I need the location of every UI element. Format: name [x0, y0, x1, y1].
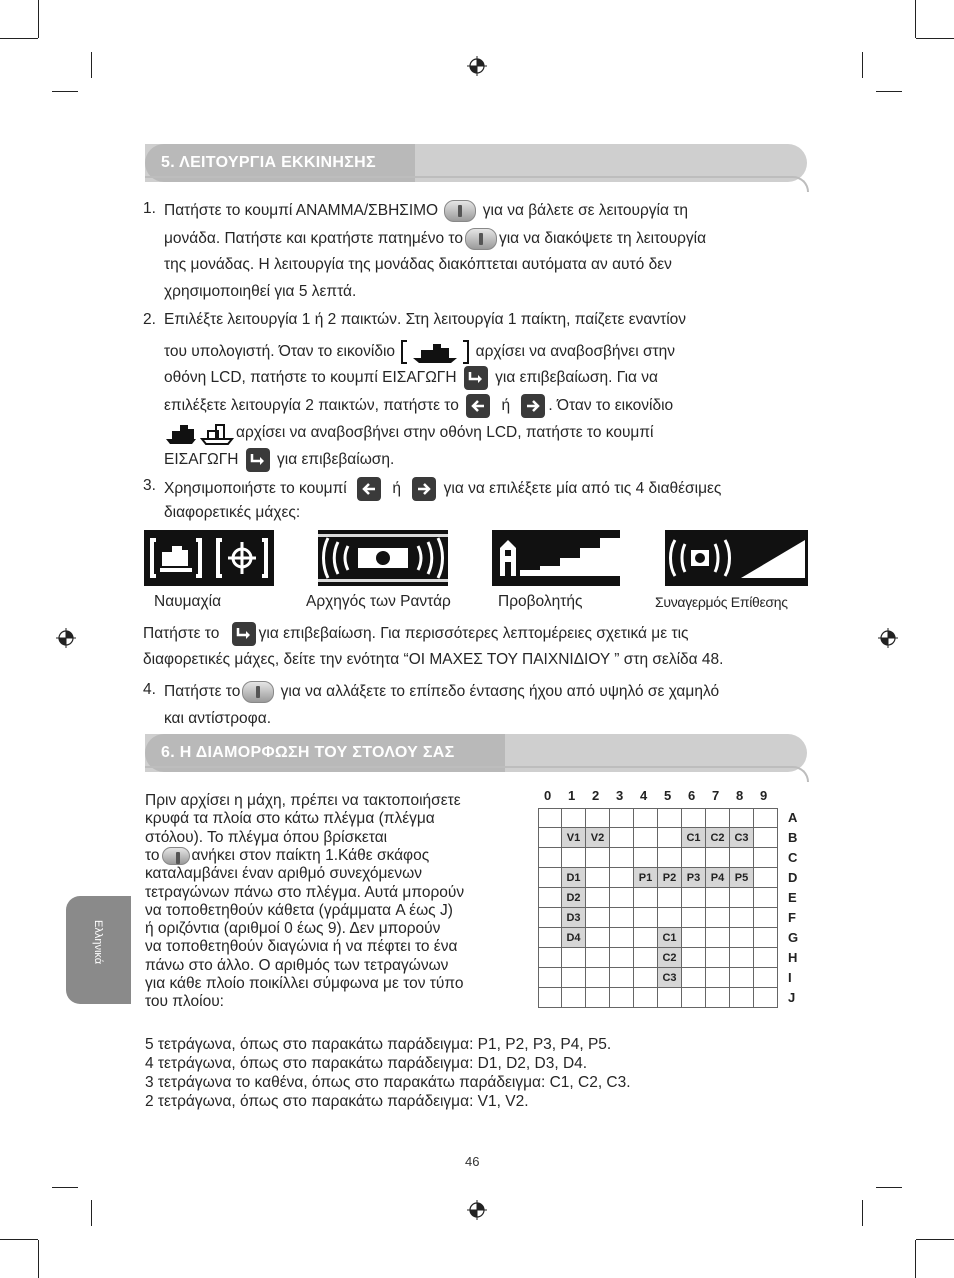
text-line: και αντίστροφα. [164, 710, 271, 727]
para-line: να τοποθετηθούν κάθετα (γράμματα A έως J) [145, 901, 453, 919]
grid-cell [730, 948, 754, 968]
grid-row-header: E [788, 890, 797, 905]
grid-cell [706, 808, 730, 828]
grid-row-header: C [788, 850, 798, 865]
para-line: κρυφά τα πλοία στο κάτω πλέγμα (πλέγμα [145, 810, 435, 828]
grid-cell [538, 908, 562, 928]
grid-cell [562, 948, 586, 968]
grid-cell [586, 808, 610, 828]
grid-cell [586, 968, 610, 988]
battle-label: Ναυμαχία [154, 593, 222, 610]
text-line: διαφορετικές μάχες, δείτε την ενότητα “ΟΙ ΜΑΧΕΣ ΤΟΥ ΠΑΙΧΝΙΔΙΟΥ ” στη σελίδα 48. [143, 651, 724, 668]
grid-cell [610, 888, 634, 908]
registration-mark-icon [56, 628, 76, 648]
grid-ship-cell: D4 [562, 928, 586, 948]
text-line: Επιλέξτε λειτουργία 1 ή 2 παικτών. Στη λειτουργία 1 παίκτη, παίζετε εναντίον [164, 311, 687, 328]
grid-col-header: 6 [688, 788, 696, 803]
text-line: διαφορετικές μάχες: [164, 504, 301, 521]
para-line: καταλαμβάνει έναν αριθμό συνεχόμενων [145, 865, 422, 883]
grid-row-header: J [788, 990, 796, 1005]
sound-button-icon [242, 681, 274, 703]
grid-ship-cell: C2 [658, 948, 682, 968]
text-span: του υπολογιστή. Όταν το εικονίδιο [164, 343, 396, 361]
grid-cell [754, 988, 778, 1008]
text-span: για να αλλάξετε το επίπεδο έντασης ήχου από υψηλό σε χαμηλό [280, 683, 720, 701]
grid-cell [658, 908, 682, 928]
crop-mark [916, 1239, 954, 1240]
grid-cell [682, 928, 706, 948]
grid-cell [562, 988, 586, 1008]
grid-cell [658, 808, 682, 828]
fleet-paragraph [145, 792, 530, 1012]
text-span: επιλέξετε λειτουργία 2 παικτών, πατήστε το [164, 397, 459, 415]
grid-row-header: D [788, 870, 798, 885]
crop-mark [915, 1240, 916, 1278]
grid-cell [562, 848, 586, 868]
grid-cell [634, 808, 658, 828]
text-span: οθόνη LCD, πατήστε το κουμπί ΕΙΣΑΓΩΓΗ [164, 369, 457, 387]
grid-cell [634, 988, 658, 1008]
grid-cell [754, 808, 778, 828]
battle-label: Προβολητής [498, 593, 583, 610]
text-span: για να βάλετε σε λειτουργία τη [482, 202, 689, 220]
grid-cell [658, 848, 682, 868]
grid-cell [586, 868, 610, 888]
grid-cell [706, 968, 730, 988]
grid-cell [682, 968, 706, 988]
text-span: Πατήστε το κουμπί ΑΝΑΜΜΑ/ΣΒΗΣΙΜΟ [164, 202, 439, 220]
crop-mark [916, 38, 954, 39]
grid-cell [538, 828, 562, 848]
para-line: στόλου). Το πλέγμα όπου βρίσκεται [145, 828, 388, 846]
grid-cell [754, 888, 778, 908]
registration-mark-icon [467, 1200, 487, 1220]
grid-ship-cell: C1 [658, 928, 682, 948]
item-number: 1. [143, 200, 156, 217]
para-line [145, 847, 530, 865]
grid-cell [586, 848, 610, 868]
grid-cell [730, 928, 754, 948]
text-span: μονάδα. Πατήστε και κρατήστε πατημένο το [164, 230, 463, 248]
grid-cell [658, 828, 682, 848]
grid-cell [634, 968, 658, 988]
battle-attack-alarm-lcd [665, 530, 808, 586]
grid-cell [610, 848, 634, 868]
grid-ship-cell: P1 [634, 868, 658, 888]
section-underline [145, 176, 809, 192]
grid-cell [754, 848, 778, 868]
para-line: πάνω στο άλλο. Ο αριθμός των τετραγώνων [145, 956, 449, 974]
grid-col-header: 9 [760, 788, 768, 803]
right-arrow-button-icon [412, 477, 436, 501]
grid-cell [610, 828, 634, 848]
grid-cell [754, 948, 778, 968]
battle-label: Συναγερμός Επίθεσης [655, 594, 788, 610]
battle-radar-lcd [318, 530, 448, 586]
ship-list-item: 2 τετράγωνα, όπως στο παρακάτω παράδειγμα: V1, V2. [145, 1093, 529, 1110]
battle-naval-lcd [144, 530, 274, 586]
grid-cell [658, 888, 682, 908]
grid-col-header: 8 [736, 788, 744, 803]
text-span: για να επιλέξετε μία από τις 4 διαθέσιμες [443, 480, 722, 498]
grid-row-header: F [788, 910, 796, 925]
grid-cell [682, 888, 706, 908]
grid-col-header: 7 [712, 788, 720, 803]
grid-row-header: A [788, 810, 798, 825]
grid-cell [586, 928, 610, 948]
grid-col-header: 2 [592, 788, 600, 803]
grid-cell [538, 928, 562, 948]
enter-button-icon [232, 622, 256, 646]
text-line: της μονάδας. Η λειτουργία της μονάδας διακόπτεται αυτόματα αν αυτό δεν [164, 256, 672, 273]
grid-row-header: B [788, 830, 798, 845]
left-arrow-button-icon [357, 477, 381, 501]
registration-mark-icon [878, 628, 898, 648]
right-arrow-button-icon [521, 394, 545, 418]
text-line [164, 477, 721, 501]
grid-ship-cell: D1 [562, 868, 586, 888]
grid-cell [538, 888, 562, 908]
grid-cell [634, 948, 658, 968]
grid-cell [610, 868, 634, 888]
grid-ship-cell: C3 [658, 968, 682, 988]
text-span: Πατήστε το [164, 683, 241, 701]
grid-cell [682, 948, 706, 968]
crop-mark [91, 1200, 92, 1226]
power-button-icon [465, 228, 497, 250]
grid-cell [538, 968, 562, 988]
crop-mark [0, 38, 38, 39]
grid-cell [586, 988, 610, 1008]
text-line [164, 394, 673, 418]
one-player-icon [399, 338, 471, 366]
grid-cell [634, 828, 658, 848]
crop-mark [876, 1187, 902, 1188]
grid-cell [730, 848, 754, 868]
grid-cell [706, 988, 730, 1008]
grid-cell [682, 808, 706, 828]
crop-mark [862, 1200, 863, 1226]
text-span: το [145, 846, 160, 864]
crop-mark [52, 91, 78, 92]
power-button-icon [444, 200, 476, 222]
item-number: 3. [143, 477, 156, 494]
grid-cell [754, 908, 778, 928]
grid-cell [706, 928, 730, 948]
page-number: 46 [465, 1154, 480, 1169]
text-span: αρχίσει να αναβοσβήνει στην οθόνη LCD, πατήστε το κουμπί [236, 424, 654, 442]
crop-mark [91, 52, 92, 78]
grid-cell [562, 808, 586, 828]
para-line: Πριν αρχίσει η μάχη, πρέπει να τακτοποιήσετε [145, 792, 461, 809]
grid-ship-cell: D2 [562, 888, 586, 908]
grid-col-header: 1 [568, 788, 576, 803]
grid-row-header: H [788, 950, 798, 965]
crop-mark [38, 0, 39, 38]
text-line [164, 200, 688, 222]
section-title: 5. ΛΕΙΤΟΥΡΓΙΑ ΕΚΚΙΝΗΣΗΣ [161, 154, 376, 171]
grid-row-header: I [788, 970, 792, 985]
grid-cell [754, 928, 778, 948]
grid-ship-cell: P4 [706, 868, 730, 888]
grid-ship-cell: C3 [730, 828, 754, 848]
enter-button-icon [464, 366, 488, 390]
crop-mark [38, 1240, 39, 1278]
text-line [164, 366, 658, 390]
text-line [164, 338, 675, 366]
grid-cell [610, 968, 634, 988]
grid-cell [730, 988, 754, 1008]
grid-cell [538, 948, 562, 968]
section-underline [145, 766, 809, 782]
grid-ship-cell: C1 [682, 828, 706, 848]
grid-cell [682, 908, 706, 928]
grid-col-header: 3 [616, 788, 624, 803]
text-span: Χρησιμοποιήστε το κουμπί [164, 480, 347, 498]
text-span: ή [501, 397, 511, 415]
grid-ship-cell: C2 [706, 828, 730, 848]
para-line: του πλοίου: [145, 993, 224, 1011]
crop-mark [52, 1187, 78, 1188]
grid-cell [634, 888, 658, 908]
text-line [164, 421, 654, 445]
para-line: τετραγώνων πάνω στο πλέγμα. Αυτά μπορούν [145, 883, 465, 901]
grid-cell [610, 808, 634, 828]
text-span: ή [392, 480, 401, 498]
grid-cell [562, 968, 586, 988]
text-span: αρχίσει να αναβοσβήνει στην [475, 343, 676, 361]
power-button-icon [162, 847, 190, 865]
grid-cell [658, 988, 682, 1008]
grid-cell [538, 848, 562, 868]
crop-mark [862, 52, 863, 78]
grid-col-header: 5 [664, 788, 672, 803]
grid-cell [706, 908, 730, 928]
text-line [164, 681, 719, 703]
text-line [164, 228, 706, 250]
ship-list-item: 3 τετράγωνα το καθένα, όπως στο παρακάτω παράδειγμα: C1, C2, C3. [145, 1074, 631, 1091]
section-title: 6. Η ΔΙΑΜΟΡΦΩΣΗ ΤΟΥ ΣΤΟΛΟΥ ΣΑΣ [161, 744, 455, 761]
text-span: για επιβεβαίωση. [277, 451, 395, 469]
battle-searchlight-lcd [492, 530, 620, 586]
text-span: ΕΙΣΑΓΩΓΗ [164, 451, 239, 469]
para-line: να τοποθετηθούν διαγώνια ή να πέφτει το ένα [145, 938, 458, 956]
grid-cell [706, 948, 730, 968]
text-line [164, 448, 394, 472]
grid-cell [538, 868, 562, 888]
text-line [143, 622, 688, 646]
crop-mark [0, 1239, 38, 1240]
item-number: 2. [143, 311, 156, 328]
grid-ship-cell: P3 [682, 868, 706, 888]
grid-cell [706, 848, 730, 868]
grid-cell [634, 908, 658, 928]
para-line: ή οριζόντια (αριθμοί 0 έως 9). Δεν μπορούν [145, 920, 441, 938]
grid-cell [610, 988, 634, 1008]
left-arrow-button-icon [466, 394, 490, 418]
grid-cell [730, 888, 754, 908]
ship-list-item: 4 τετράγωνα, όπως στο παρακάτω παράδειγμα: D1, D2, D3, D4. [145, 1055, 588, 1072]
grid-cell [586, 888, 610, 908]
text-span: για να διακόψετε τη λειτουργία [498, 230, 707, 248]
para-line: για κάθε πλοίο ποικίλλει σύμφωνα με τον τύπο [145, 975, 464, 993]
ship-list-item: 5 τετράγωνα, όπως στο παρακάτω παράδειγμα: P1, P2, P3, P4, P5. [145, 1036, 612, 1053]
grid-cell [634, 928, 658, 948]
crop-mark [915, 0, 916, 38]
item-number: 4. [143, 681, 156, 698]
text-line: χρησιμοποιηθεί για 5 λεπτά. [164, 283, 357, 300]
registration-mark-icon [467, 56, 487, 76]
grid-cell [754, 868, 778, 888]
grid-cell [586, 908, 610, 928]
grid-cell [706, 888, 730, 908]
grid-cell [538, 808, 562, 828]
grid-cell [538, 988, 562, 1008]
grid-ship-cell: D3 [562, 908, 586, 928]
grid-cell [730, 908, 754, 928]
two-player-icon [164, 421, 236, 445]
grid-col-header: 0 [544, 788, 552, 803]
grid-ship-cell: P2 [658, 868, 682, 888]
grid-col-header: 4 [640, 788, 648, 803]
text-span: Πατήστε το [143, 625, 220, 643]
grid-cell [730, 808, 754, 828]
grid-cell [634, 848, 658, 868]
language-label: Ελληνικά [92, 920, 104, 965]
fleet-grid [538, 788, 808, 1018]
enter-button-icon [246, 448, 270, 472]
grid-cell [754, 828, 778, 848]
grid-cell [730, 968, 754, 988]
text-span: . Όταν το εικονίδιο [548, 397, 674, 415]
text-span: ανήκει στον παίκτη 1.Κάθε σκάφος [191, 846, 430, 864]
grid-cell [610, 908, 634, 928]
grid-cell [610, 928, 634, 948]
crop-mark [876, 91, 902, 92]
text-span: για επιβεβαίωση. Για να [495, 369, 659, 387]
grid-cell [754, 968, 778, 988]
grid-cell [682, 848, 706, 868]
grid-cell [586, 948, 610, 968]
grid-cell [682, 988, 706, 1008]
grid-ship-cell: P5 [730, 868, 754, 888]
grid-cell [610, 948, 634, 968]
grid-ship-cell: V2 [586, 828, 610, 848]
grid-row-header: G [788, 930, 799, 945]
grid-ship-cell: V1 [562, 828, 586, 848]
language-tab [66, 896, 131, 1004]
battle-label: Αρχηγός των Ραντάρ [306, 593, 451, 610]
text-span: για επιβεβαίωση. Για περισσότερες λεπτομέρειες σχετικά με τις [258, 625, 689, 643]
